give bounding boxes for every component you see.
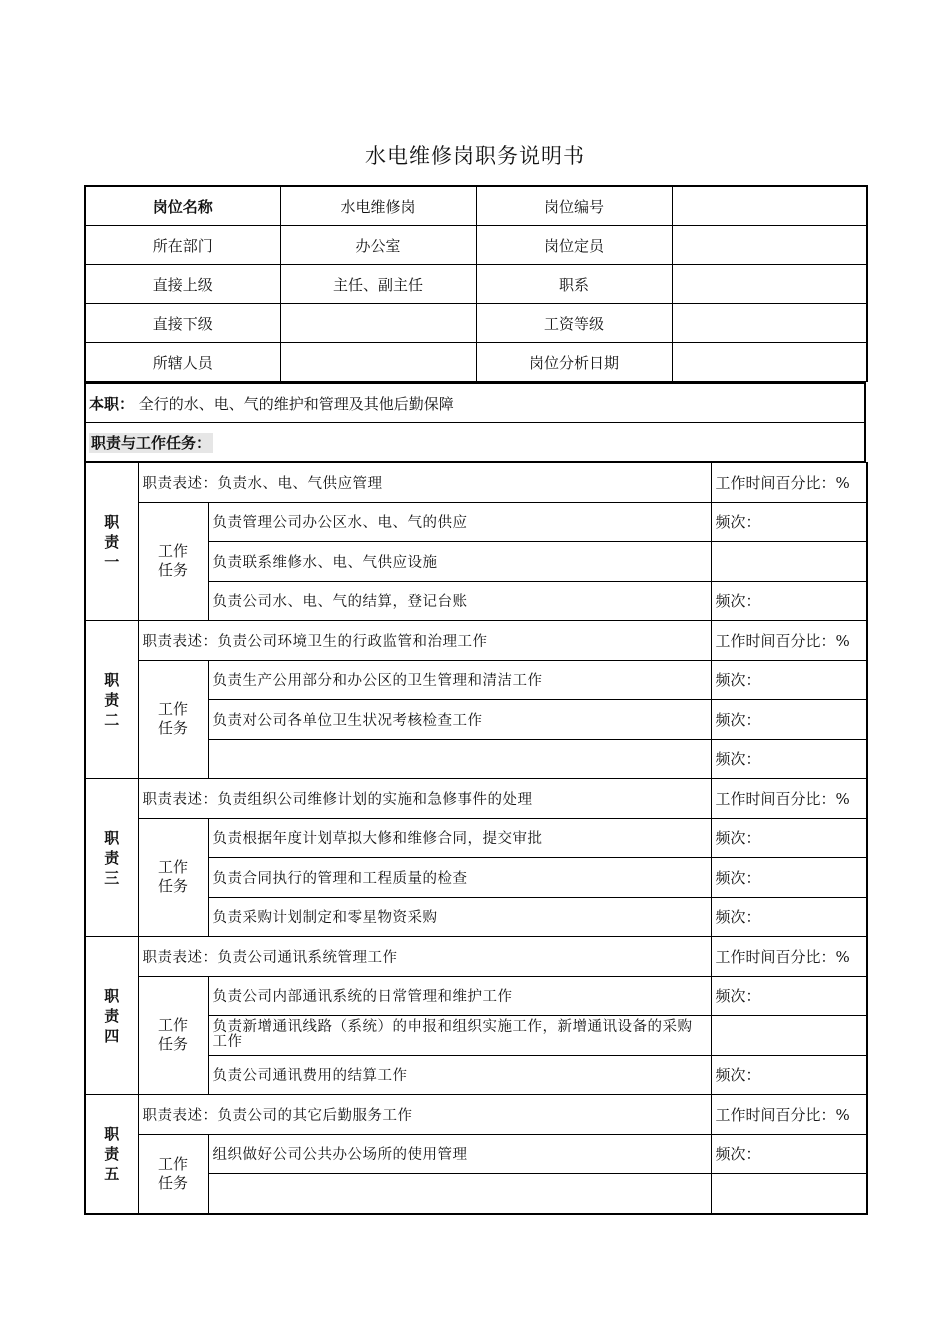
task-text <box>208 739 711 779</box>
task-text: 负责管理公司办公区水、电、气的供应 <box>208 502 711 542</box>
task-text: 组织做好公司公共办公场所的使用管理 <box>208 1134 711 1174</box>
task-label-line: 工作 <box>157 1154 188 1173</box>
work-time-percent: 工作时间百分比：% <box>711 463 867 503</box>
duty-desc-row <box>85 463 867 503</box>
info-label: 所在部门 <box>85 226 280 265</box>
task-frequency: 频次： <box>711 660 867 700</box>
duty-label-char: 三 <box>104 868 120 887</box>
duty-desc-row <box>85 621 867 661</box>
summary-table <box>84 382 866 462</box>
info-label: 直接上级 <box>85 265 280 304</box>
task-row <box>85 976 867 1016</box>
info-value: 主任、副主任 <box>280 265 476 304</box>
task-label-line: 工作 <box>157 858 188 877</box>
duty-label-char: 职 <box>104 670 120 689</box>
task-frequency: 频次： <box>711 1134 867 1174</box>
info-value <box>280 343 476 382</box>
task-frequency: 频次： <box>711 1055 867 1095</box>
task-frequency <box>711 1016 867 1056</box>
task-text: 负责根据年度计划草拟大修和维修合同，提交审批 <box>208 818 711 858</box>
duty-label-char: 一 <box>104 552 120 571</box>
task-frequency: 频次： <box>711 502 867 542</box>
duty-description: 职责表述：负责公司的其它后勤服务工作 <box>138 1095 711 1135</box>
duty-label-char: 责 <box>104 1006 120 1025</box>
work-time-percent: 工作时间百分比：% <box>711 779 867 819</box>
info-row <box>85 304 867 343</box>
work-time-percent: 工作时间百分比：% <box>711 621 867 661</box>
info-value <box>672 343 867 382</box>
task-text: 负责对公司各单位卫生状况考核检查工作 <box>208 700 711 740</box>
task-frequency: 频次： <box>711 897 867 937</box>
task-text <box>208 1174 711 1214</box>
task-row <box>85 1134 867 1174</box>
duty-label-char: 责 <box>104 690 120 709</box>
task-frequency <box>711 542 867 582</box>
duty-label-char: 职 <box>104 1124 120 1143</box>
task-frequency: 频次： <box>711 700 867 740</box>
duty-label <box>85 1095 138 1214</box>
info-label: 职系 <box>476 265 672 304</box>
duty-label <box>85 621 138 779</box>
work-time-percent: 工作时间百分比：% <box>711 937 867 977</box>
task-label-line: 任务 <box>157 1173 188 1192</box>
task-frequency: 频次： <box>711 818 867 858</box>
info-label: 所辖人员 <box>85 343 280 382</box>
duty-label <box>85 779 138 937</box>
duty-label-char: 二 <box>104 710 120 729</box>
duty-description: 职责表述：负责公司通讯系统管理工作 <box>138 937 711 977</box>
info-value <box>672 226 867 265</box>
info-value: 办公室 <box>280 226 476 265</box>
task-text: 负责联系维修水、电、气供应设施 <box>208 542 711 582</box>
info-row <box>85 186 867 226</box>
duty-label-char: 职 <box>104 986 120 1005</box>
task-text: 负责公司内部通讯系统的日常管理和维护工作 <box>208 976 711 1016</box>
task-label-line: 工作 <box>157 542 188 561</box>
task-text: 负责公司通讯费用的结算工作 <box>208 1055 711 1095</box>
task-label <box>138 502 208 621</box>
duty-label-char: 四 <box>104 1026 120 1045</box>
benzhi-text: 全行的水、电、气的维护和管理及其他后勤保障 <box>138 394 454 413</box>
duty-desc-row <box>85 779 867 819</box>
info-label: 岗位编号 <box>476 186 672 226</box>
task-row <box>85 502 867 542</box>
info-label: 岗位定员 <box>476 226 672 265</box>
task-text: 负责新增通讯线路（系统）的申报和组织实施工作，新增通讯设备的采购工作 <box>208 1016 711 1056</box>
task-label-line: 任务 <box>157 877 188 896</box>
benzhi-label: 本职： <box>89 394 135 413</box>
task-frequency: 频次： <box>711 739 867 779</box>
job-description-sheet <box>84 185 866 1215</box>
page-title: 水电维修岗职务说明书 <box>365 144 585 168</box>
task-text: 负责公司水、电、气的结算，登记台账 <box>208 581 711 621</box>
task-label <box>138 818 208 937</box>
info-label: 岗位分析日期 <box>476 343 672 382</box>
duty-description: 职责表述：负责组织公司维修计划的实施和急修事件的处理 <box>138 779 711 819</box>
benzhi-row <box>85 383 865 423</box>
info-label: 工资等级 <box>476 304 672 343</box>
task-label-line: 工作 <box>157 700 188 719</box>
duty-label-char: 责 <box>104 1144 120 1163</box>
duty-label-char: 职 <box>104 828 120 847</box>
duty-label-char: 责 <box>104 848 120 867</box>
duty-label <box>85 463 138 621</box>
work-time-percent: 工作时间百分比：% <box>711 1095 867 1135</box>
task-row <box>85 660 867 700</box>
task-text: 负责合同执行的管理和工程质量的检查 <box>208 858 711 898</box>
task-frequency: 频次： <box>711 858 867 898</box>
duty-label-char: 责 <box>104 532 120 551</box>
duty-header: 职责与工作任务： <box>91 433 212 452</box>
task-text: 负责采购计划制定和零星物资采购 <box>208 897 711 937</box>
duty-label-char: 职 <box>104 512 120 531</box>
duties-table <box>84 462 868 1215</box>
task-label-line: 任务 <box>157 719 188 738</box>
task-label-line: 工作 <box>157 1016 188 1035</box>
duty-description: 职责表述：负责水、电、气供应管理 <box>138 463 711 503</box>
task-frequency: 频次： <box>711 976 867 1016</box>
info-value <box>672 304 867 343</box>
task-label <box>138 976 208 1095</box>
duty-desc-row <box>85 937 867 977</box>
task-label-line: 任务 <box>157 561 188 580</box>
task-label <box>138 660 208 779</box>
info-value: 水电维修岗 <box>280 186 476 226</box>
task-text: 负责生产公用部分和办公区的卫生管理和清洁工作 <box>208 660 711 700</box>
task-row <box>85 818 867 858</box>
info-table <box>84 185 868 382</box>
duty-label <box>85 937 138 1095</box>
info-row <box>85 265 867 304</box>
info-row <box>85 343 867 382</box>
info-row <box>85 226 867 265</box>
info-label: 岗位名称 <box>85 186 280 226</box>
task-label <box>138 1134 208 1214</box>
duty-label-char: 五 <box>104 1164 120 1183</box>
duty-description: 职责表述：负责公司环境卫生的行政监管和治理工作 <box>138 621 711 661</box>
task-frequency <box>711 1174 867 1214</box>
task-label-line: 任务 <box>157 1035 188 1054</box>
info-value <box>672 265 867 304</box>
info-value <box>280 304 476 343</box>
info-value <box>672 186 867 226</box>
duty-header-row <box>85 423 865 462</box>
info-label: 直接下级 <box>85 304 280 343</box>
duty-desc-row <box>85 1095 867 1135</box>
task-frequency: 频次： <box>711 581 867 621</box>
